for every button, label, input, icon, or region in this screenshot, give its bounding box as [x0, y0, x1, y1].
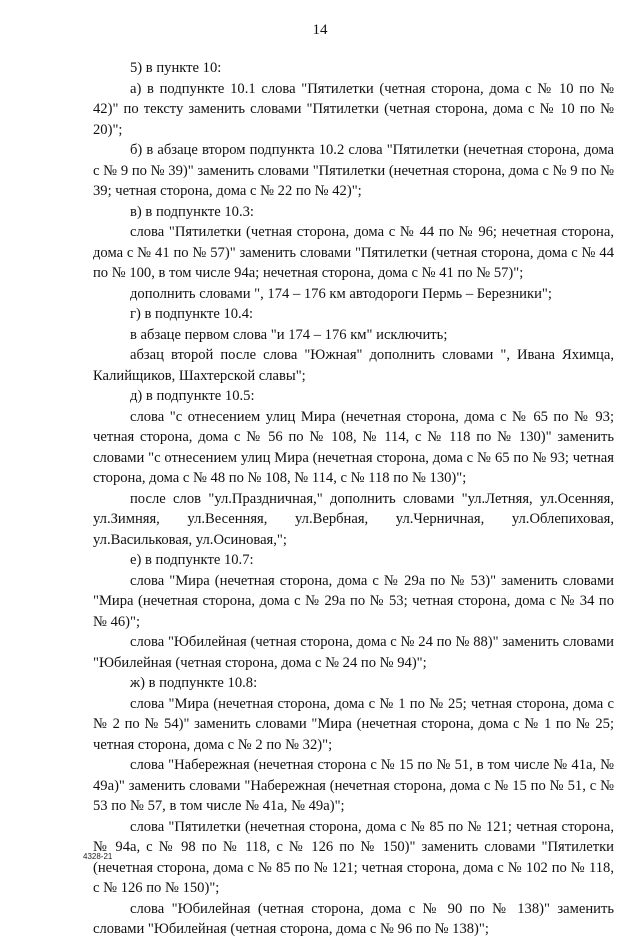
- paragraph-text: слова "Мира (нечетная сторона, дома с № 1 по № 25; четная сторона, дома с № 2 по № 54)" заменить словами "Мира (нечетная сторона, дома с № 1 по № 25; четная сторона, дома с № 2 по № 32)";: [93, 695, 614, 753]
- document-body: [93, 58, 614, 940]
- paragraph-text: абзац второй после слова "Южная" дополнить словами ", Ивана Яхимца, Калийщиков, Шахтерской славы";: [93, 347, 614, 384]
- paragraph-text: в абзаце первом слова "и 174 – 176 км" исключить;: [130, 326, 448, 343]
- paragraph-subitem-v: в) в подпункте 10.3:: [130, 203, 254, 220]
- paragraph-text: слова "Мира (нечетная сторона, дома с № 29а по № 53)" заменить словами "Мира (нечетная сторона, дома с № 29а по № 53; четная сторона, дома с № 34 по № 46)";: [93, 572, 614, 630]
- paragraph-text: слова "Пятилетки (четная сторона, дома с № 44 по № 96; нечетная сторона, дома с № 41 по № 57)" заменить словами "Пятилетки (четная сторона, дома с № 44 по № 100, в том числе 94а; нечетная сторона, дома с № 41 по № 57)";: [93, 224, 614, 281]
- paragraph-subitem-zh: ж) в подпункте 10.8:: [130, 675, 258, 691]
- paragraph-text: слова "Юбилейная (четная сторона, дома с № 90 по № 138)" заменить словами "Юбилейная (четная сторона, дома с № 96 по № 138)";: [93, 900, 614, 937]
- footer-document-code: 4328-21: [83, 852, 113, 861]
- paragraph-text: после слов "ул.Праздничная," дополнить словами "ул.Летняя, ул.Осенняя, ул.Зимняя, ул.Весенняя, ул.Вербная, ул.Черничная, ул.Облепиховая, ул.Васильковая, ул.Осиновая,";: [93, 490, 614, 548]
- paragraph-text: слова "Пятилетки (нечетная сторона, дома с № 85 по № 121; четная сторона, № 94а, с № 98 по № 118, с № 126 по № 150)" заменить словами "Пятилетки (нечетная сторона, дома с № 85 по № 121; четная сторона, дома с № 102 по № 118, с № 126 по № 150)";: [93, 818, 614, 896]
- paragraph-text: слова "Набережная (нечетная сторона с № 15 по № 51, в том числе № 41а, № 49а)" заменить словами "Набережная (нечетная сторона, дома с № 15 по № 51, с № 53 по № 57, в том числе № 41а, № 49а)";: [93, 757, 614, 814]
- paragraph-text: дополнить словами ", 174 – 176 км автодороги Пермь – Березники";: [130, 285, 552, 302]
- paragraph-item-5: 5) в пункте 10:: [130, 60, 222, 76]
- paragraph-text: слова "Юбилейная (четная сторона, дома с № 24 по № 88)" заменить словами "Юбилейная (четная сторона, дома с № 24 по № 94)";: [93, 634, 614, 671]
- paragraph-subitem-e: е) в подпункте 10.7:: [130, 552, 254, 568]
- paragraph-subitem-g: г) в подпункте 10.4:: [130, 306, 254, 322]
- page-number: 14: [312, 22, 328, 38]
- paragraph-text: слова "с отнесением улиц Мира (нечетная сторона, дома с № 65 по № 93; четная сторона, дома с № 56 по № 108, № 114, с № 118 по № 130)" заменить словами "с отнесением улиц Мира (нечетная сторона, дома с № 65 по № 93; четная сторона, дома с № 48 по № 108, № 114, с № 118 по № 130)";: [93, 408, 614, 486]
- paragraph-subitem-d: д) в подпункте 10.5:: [130, 388, 255, 404]
- paragraph-subitem-a: а) в подпункте 10.1 слова "Пятилетки (четная сторона, дома с № 10 по № 42)" по тексту заменить словами "Пятилетки (четная сторона, дома с № 10 по № 20)";: [93, 80, 614, 138]
- paragraph-subitem-b: б) в абзаце втором подпункта 10.2 слова "Пятилетки (нечетная сторона, дома с № 9 по № 39)" заменить словами "Пятилетки (нечетная сторона, дома с № 9 по № 39; четная сторона, дома с № 22 по № 42)";: [93, 142, 614, 199]
